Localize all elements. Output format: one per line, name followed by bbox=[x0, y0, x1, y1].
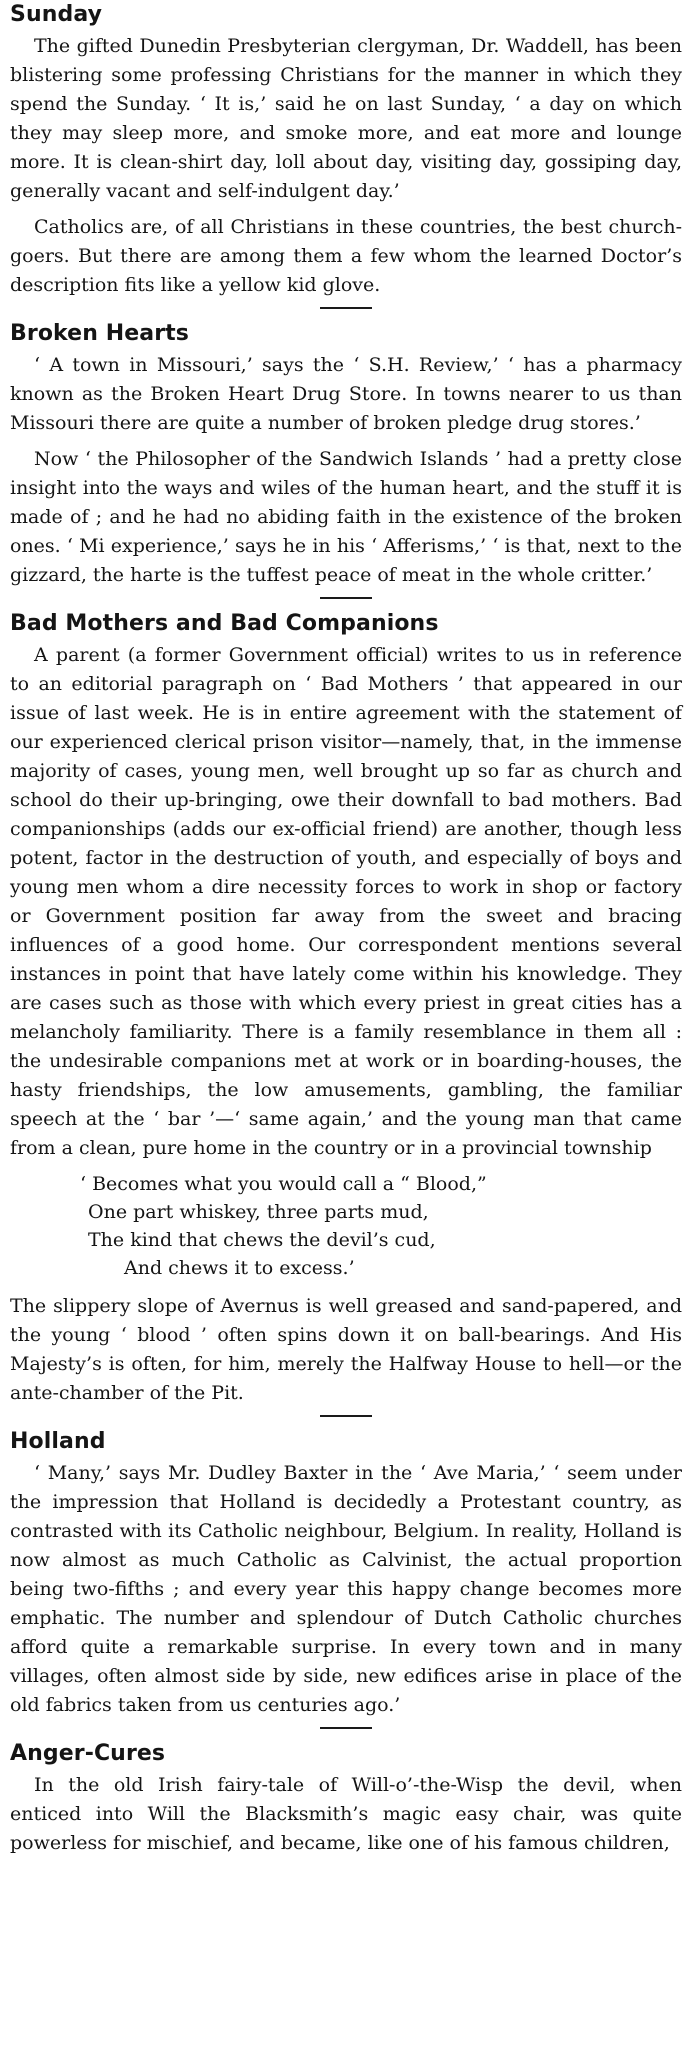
poem-line: And chews it to excess.’ bbox=[124, 1257, 355, 1279]
paragraph: In the old Irish fairy-tale of Will-o’-the-Wisp the devil, when enticed into Will the Blacksmith’s magic easy chair, was quite powerless for mischief, and became, like one of his famous children, bbox=[10, 1774, 682, 1854]
section-title: Anger-Cures bbox=[10, 1741, 166, 1766]
section-divider bbox=[320, 1727, 372, 1729]
paragraph: The slippery slope of Avernus is well greased and sand-papered, and the young ‘ blood ’ often spins down it on ball-bearings. And His Majesty’s is often, for him, merely the Halfway House to hell—or the ante-chamber of the Pit. bbox=[10, 1295, 682, 1404]
paragraph: Catholics are, of all Christians in these countries, the best church-goers. But there are among them a few whom the learned Doctor’s description fits like a yellow kid glove. bbox=[10, 216, 682, 296]
section-title: Holland bbox=[10, 1429, 106, 1454]
poem-line: One part whiskey, three parts mud, bbox=[88, 1201, 429, 1223]
section-divider bbox=[320, 1415, 372, 1417]
section-divider bbox=[320, 307, 372, 309]
poem-line: The kind that chews the devil’s cud, bbox=[88, 1229, 436, 1251]
poem-quote bbox=[80, 1170, 682, 1282]
section-title: Broken Hearts bbox=[10, 321, 189, 346]
section-holland bbox=[10, 1429, 682, 1720]
paragraph: Now ‘ the Philosopher of the Sandwich Islands ’ had a pretty close insight into the ways and wiles of the human heart, and the stuff it is made of ; and he had no abiding faith in the existence of the broken ones. ‘ Mi experience,’ says he in his ‘ Afferisms,’ ‘ is that, next to the gizzard, the harte is the tuffest peace of meat in the whole critter.’ bbox=[10, 448, 682, 586]
paragraph: ‘ A town in Missouri,’ says the ‘ S.H. Review,’ ‘ has a pharmacy known as the Broken Heart Drug Store. In towns nearer to us than Missouri there are quite a number of broken pledge drug stores.’ bbox=[10, 354, 682, 434]
paragraph: A parent (a former Government official) writes to us in reference to an editorial paragraph on ‘ Bad Mothers ’ that appeared in our issue of last week. He is in entire agreement with the statement of our experienced clerical prison visitor—namely, that, in the immense majority of cases, young men, well brought up so far as church and school do their up-bringing, owe their downfall to bad mothers. Bad companionships (adds our ex-official friend) are another, though less potent, factor in the destruction of youth, and especially of boys and young men whom a dire necessity forces to work in shop or factory or Government position far away from the sweet and bracing influences of a good home. Our correspondent mentions several instances in point that have lately come within his knowledge. They are cases such as those with which every priest in great cities has a melancholy familiarity. There is a family resemblance in them all : the undesirable companions met at work or in boarding-houses, the hasty friendships, the low amusements, gambling, the familiar speech at the ‘ bar ’—‘ same again,’ and the young man that came from a clean, pure home in the country or in a provincial township bbox=[10, 644, 682, 1159]
paragraph: ‘ Many,’ says Mr. Dudley Baxter in the ‘ Ave Maria,’ ‘ seem under the impression that Holland is decidedly a Protestant country, as contrasted with its Catholic neighbour, Belgium. In reality, Holland is now almost as much Catholic as Calvinist, the actual proportion being two-fifths ; and every year this happy change becomes more emphatic. The number and splendour of Dutch Catholic churches afford quite a remarkable surprise. In every town and in many villages, often almost side by side, new edifices arise in place of the old fabrics taken from us centuries ago.’ bbox=[10, 1462, 682, 1716]
section-title: Sunday bbox=[10, 2, 103, 27]
section-bad-mothers bbox=[10, 611, 682, 1408]
section-sunday bbox=[10, 2, 682, 300]
section-anger-cures bbox=[10, 1741, 682, 1858]
section-divider bbox=[320, 597, 372, 599]
section-broken-hearts bbox=[10, 321, 682, 590]
paragraph: The gifted Dunedin Presbyterian clergyman, Dr. Waddell, has been blistering some professing Christians for the manner in which they spend the Sunday. ‘ It is,’ said he on last Sunday, ‘ a day on which they may sleep more, and smoke more, and eat more and lounge more. It is clean-shirt day, loll about day, visiting day, gossiping day, generally vacant and self-indulgent day.’ bbox=[10, 35, 682, 202]
section-title: Bad Mothers and Bad Companions bbox=[10, 611, 439, 636]
poem-line: ‘ Becomes what you would call a “ Blood,” bbox=[80, 1173, 487, 1195]
